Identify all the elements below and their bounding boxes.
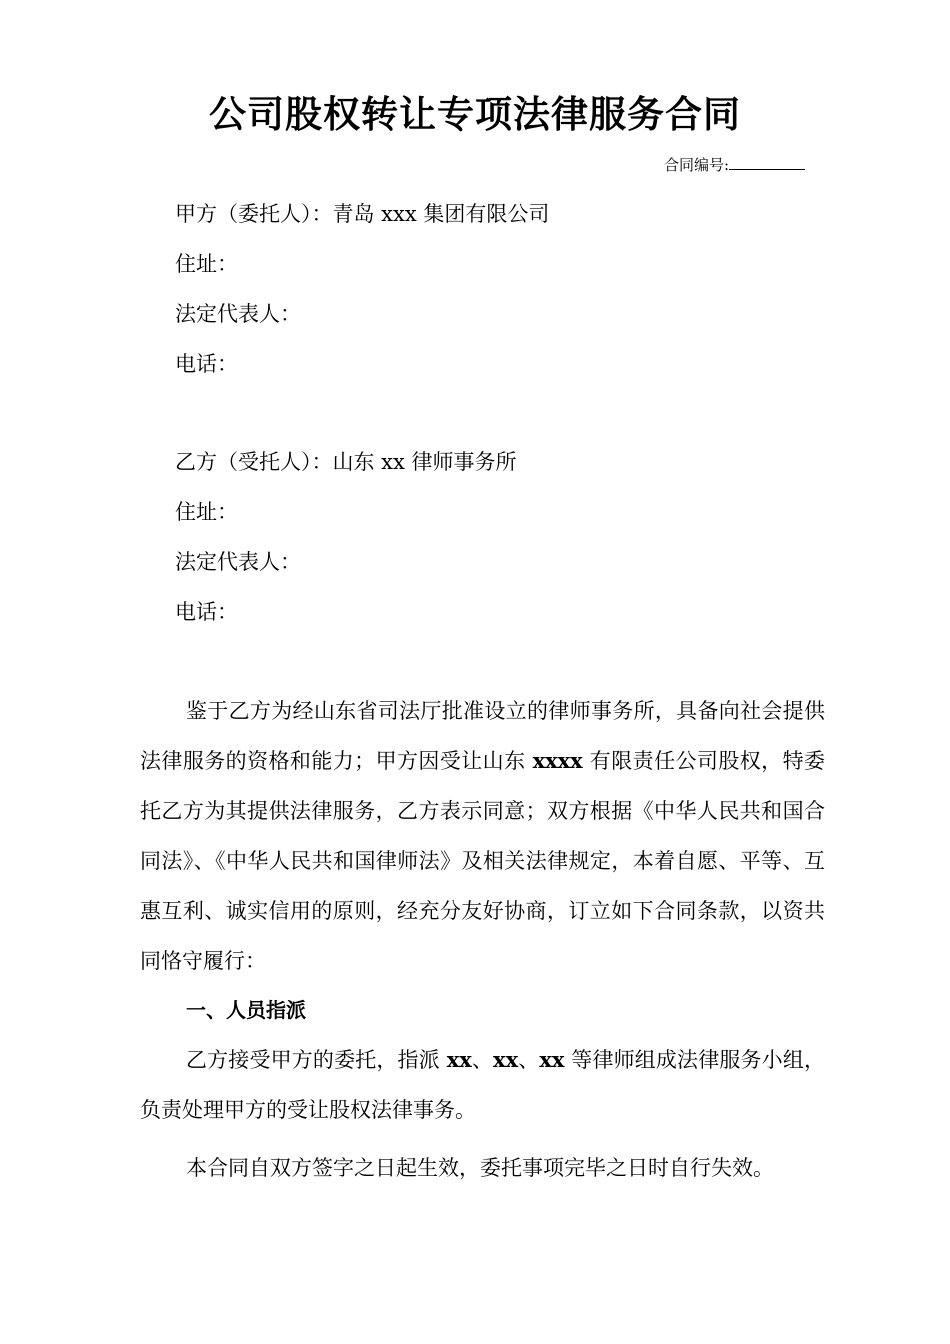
lawyer-name-2: xx bbox=[493, 1047, 519, 1072]
section-1-paragraph-1 bbox=[140, 1035, 825, 1135]
party-a-representative: 法定代表人： bbox=[175, 302, 301, 326]
lawyer-name-3: xx bbox=[539, 1047, 565, 1072]
contract-number-blank bbox=[729, 155, 805, 170]
section-1-text-suffix: 等律师组成法律服务小组，负责处理甲方的受让股权法律事务。 bbox=[140, 1048, 825, 1122]
lawyer-name-1: xx bbox=[446, 1047, 472, 1072]
section-1-heading: 一、人员指派 bbox=[186, 998, 306, 1022]
preamble-text-1: 鉴于乙方为经山东省司法厅批准设立的律师事务所，具备向社会提供法律服务的资格和能力；甲方因受让山东 bbox=[140, 699, 825, 773]
document-title: 公司股权转让专项法律服务合同 bbox=[209, 93, 741, 136]
preamble-company-placeholder: xxxx bbox=[532, 748, 583, 773]
section-1-text-prefix: 乙方接受甲方的委托，指派 bbox=[186, 1048, 447, 1072]
party-b-phone: 电话： bbox=[175, 600, 238, 624]
contract-number-label: 合同编号: bbox=[664, 156, 730, 174]
preamble-paragraph bbox=[140, 686, 825, 986]
party-b-representative: 法定代表人： bbox=[175, 550, 301, 574]
party-b-name: 乙方（受托人）：山东 xx 律师事务所 bbox=[175, 450, 517, 474]
lawyer-separator-2: 、 bbox=[518, 1048, 540, 1072]
section-1-paragraph-2: 本合同自双方签字之日起生效，委托事项完毕之日时自行失效。 bbox=[186, 1156, 774, 1180]
preamble-text-2: 有限责任公司股权，特委托乙方为其提供法律服务，乙方表示同意；双方根据《中华人民共和国合同法》、《中华人民共和国律师法》及相关法律规定，本着自愿、平等、互惠互利、诚实信用的原则，经充分友好协商，订立如下合同条款，以资共同恪守履行： bbox=[140, 749, 825, 973]
party-a-phone: 电话： bbox=[175, 352, 238, 376]
party-a-name: 甲方（委托人）：青岛 xxx 集团有限公司 bbox=[175, 202, 550, 226]
contract-number bbox=[664, 154, 805, 176]
party-a-address: 住址： bbox=[175, 252, 238, 276]
party-b-address: 住址： bbox=[175, 500, 238, 524]
lawyer-separator-1: 、 bbox=[471, 1048, 494, 1072]
